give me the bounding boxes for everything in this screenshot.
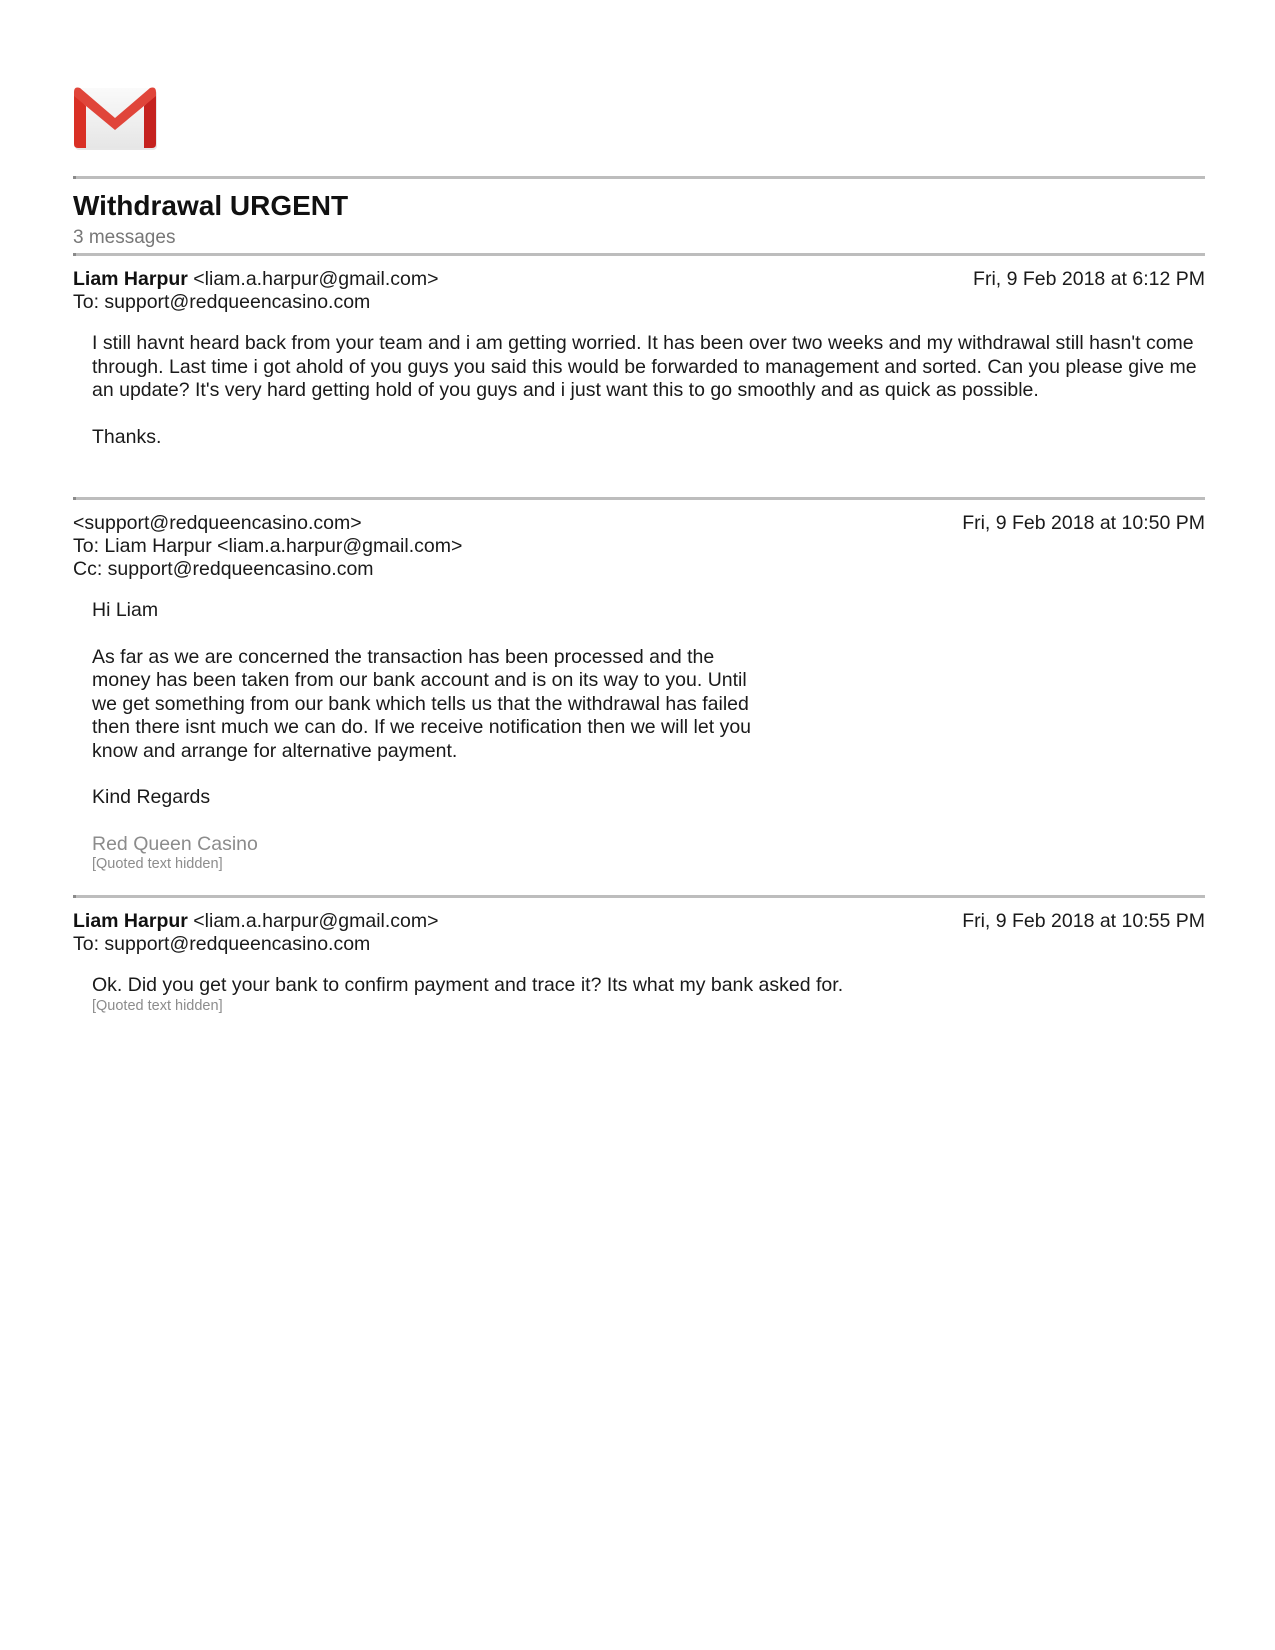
message-header: [73, 268, 1205, 291]
sender-email: <support@redqueencasino.com>: [73, 512, 362, 534]
message-body: [92, 332, 1205, 449]
recipient-to: To: support@redqueencasino.com: [73, 291, 371, 313]
message-divider: [73, 253, 1205, 256]
quoted-text-toggle[interactable]: [Quoted text hidden]: [92, 855, 223, 872]
sender-name: Liam Harpur: [73, 910, 188, 932]
message-header: [73, 512, 1205, 535]
message-date: Fri, 9 Feb 2018 at 10:50 PM: [962, 512, 1205, 534]
body-paragraph: Kind Regards: [92, 786, 211, 808]
message-2: [73, 512, 1205, 873]
body-paragraph: I still havnt heard back from your team and i am getting worried. It has been over two weeks and my withdrawal still hasn't come through. Last time i got ahold of you guys you said this would be forwarded to management and sorted. Can you please give me an update? It's very hard getting hold of you guys and i just want this to go smoothly and as quick as possible.: [92, 332, 1197, 401]
header-divider: [73, 176, 1205, 179]
message-body: [92, 974, 1205, 1015]
signature: Red Queen Casino: [92, 832, 258, 855]
message-divider: [73, 497, 1205, 500]
sender-email: <liam.a.harpur@gmail.com>: [193, 910, 439, 932]
message-count: 3 messages: [73, 227, 176, 248]
body-paragraph: As far as we are concerned the transaction has been processed and the money has been taken from our bank account and is on its way to you. Until we get something from our bank which tells us that the withdrawal has failed then there isnt much we can do. If we receive notification then we will let you know and arrange for alternative payment.: [92, 645, 752, 762]
gmail-logo-icon: [73, 86, 159, 152]
recipient-to: To: Liam Harpur <liam.a.harpur@gmail.com>: [73, 535, 463, 557]
message-body: [92, 599, 772, 873]
body-paragraph: Ok. Did you get your bank to confirm payment and trace it? Its what my bank asked for.: [92, 974, 844, 996]
message-date: Fri, 9 Feb 2018 at 10:55 PM: [962, 910, 1205, 932]
message-header: [73, 910, 1205, 933]
body-paragraph: Hi Liam: [92, 599, 159, 621]
message-3: [73, 910, 1205, 1015]
sender-name: Liam Harpur: [73, 268, 188, 290]
thread-subject: Withdrawal URGENT: [73, 190, 349, 221]
message-divider: [73, 895, 1205, 898]
quoted-text-toggle[interactable]: [Quoted text hidden]: [92, 997, 223, 1014]
recipient-to: To: support@redqueencasino.com: [73, 933, 371, 955]
sender-email: <liam.a.harpur@gmail.com>: [193, 268, 439, 290]
message-date: Fri, 9 Feb 2018 at 6:12 PM: [973, 268, 1205, 290]
message-1: [73, 268, 1205, 449]
body-paragraph: Thanks.: [92, 425, 162, 448]
recipient-cc: Cc: support@redqueencasino.com: [73, 558, 374, 580]
